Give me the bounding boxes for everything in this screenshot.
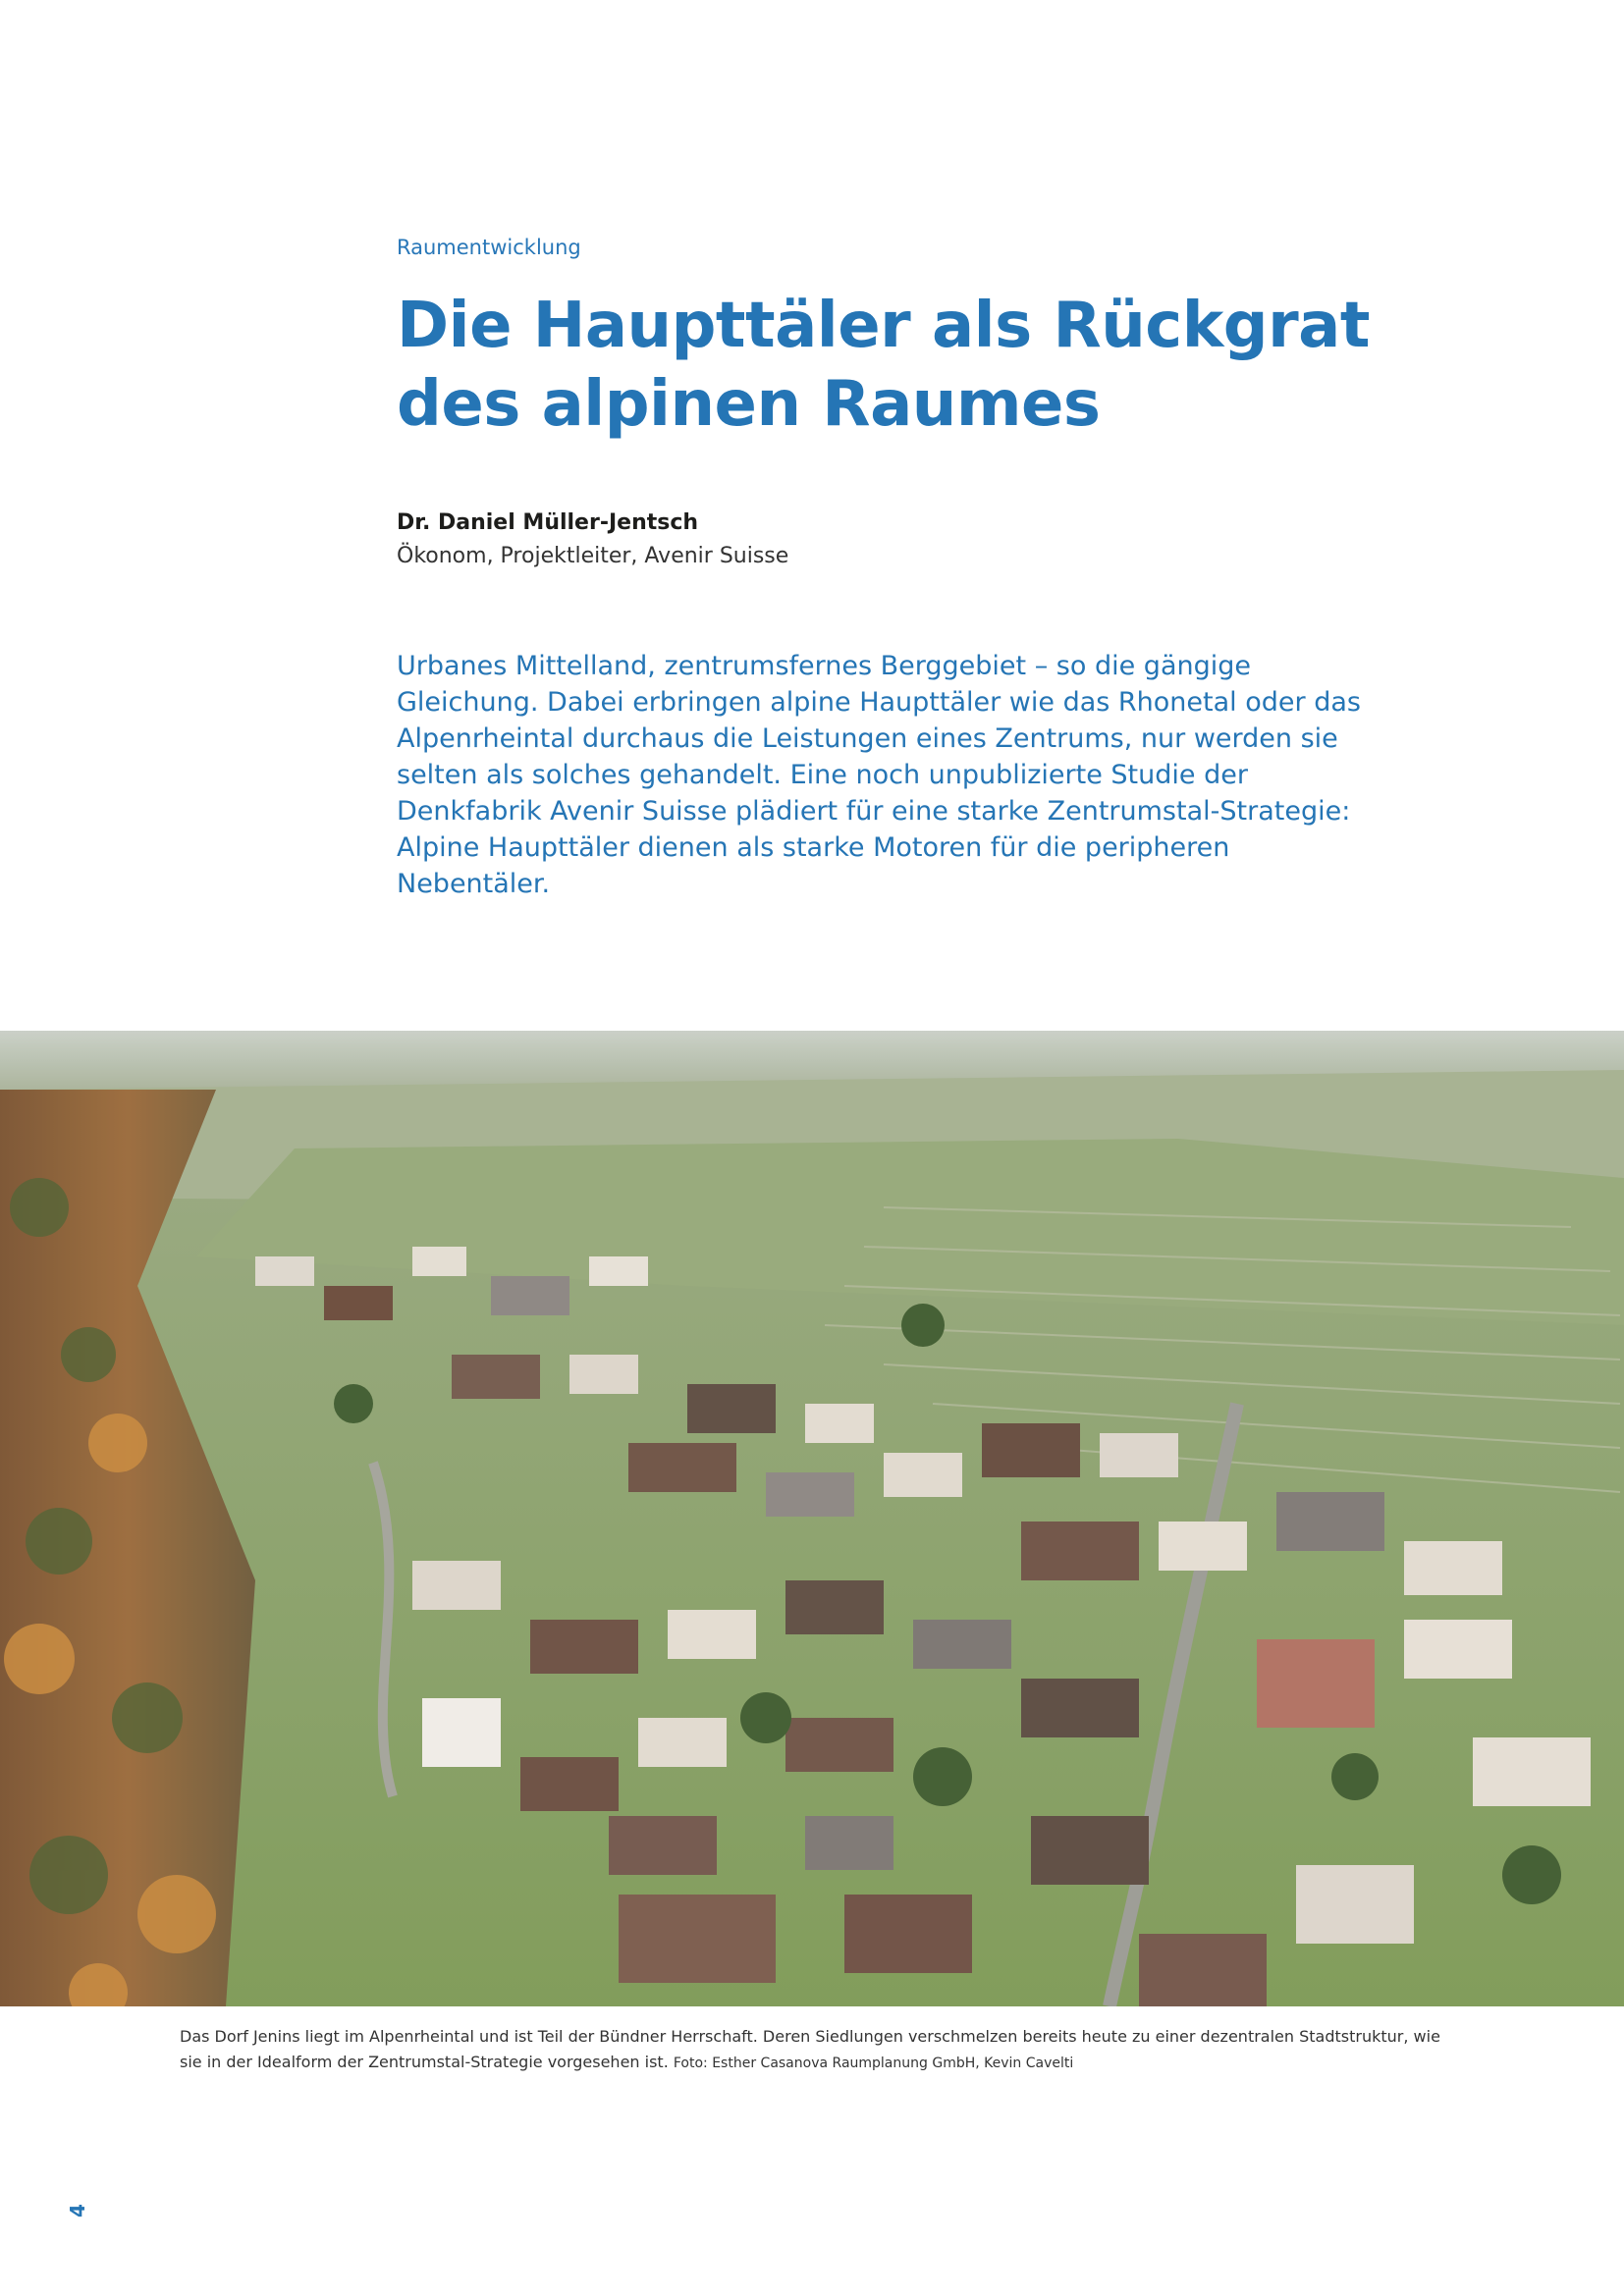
caption-text: Das Dorf Jenins liegt im Alpenrheintal und ist Teil der Bündner Herrschaft. Deren Siedlungen verschmelzen bereits heute zu einer dezentralen Stadtstruktur, wie sie in der Idealform der Zentrumstal-Strategie vorgesehen ist.: [180, 2027, 1440, 2071]
headline-line-2: des alpinen Raumes: [397, 368, 1101, 441]
section-kicker: Raumentwicklung: [397, 236, 581, 259]
author-info: [397, 507, 1280, 573]
author-name: Dr. Daniel Müller-Jentsch: [397, 510, 699, 535]
lead-paragraph: Urbanes Mittelland, zentrumsfernes Berggebiet – so die gängige Gleichung. Dabei erbringen alpine Haupttäler wie das Rhonetal oder das Alpenrheintal durchaus die Leistungen eines Zentrums, nur werden sie selten als solches gehandelt. Eine noch unpublizierte Studie der Denkfabrik Avenir Suisse plädiert für eine starke Zentrumstal-Strategie: Alpine Haupttäler dienen als starke Motoren für die peripheren Nebentäler.: [397, 651, 1361, 899]
photo-caption: [180, 2024, 1456, 2076]
page-number: 4: [65, 2204, 89, 2217]
village-aerial-photo: [0, 1031, 1624, 2006]
headline-line-1: Die Haupttäler als Rückgrat: [397, 290, 1370, 362]
author-role: Ökonom, Projektleiter, Avenir Suisse: [397, 544, 789, 568]
article-header: [397, 234, 1437, 444]
aerial-photo-illustration: [0, 1031, 1624, 2006]
photo-credit: Foto: Esther Casanova Raumplanung GmbH, Kevin Cavelti: [673, 2056, 1074, 2071]
article-headline: [397, 287, 1437, 444]
